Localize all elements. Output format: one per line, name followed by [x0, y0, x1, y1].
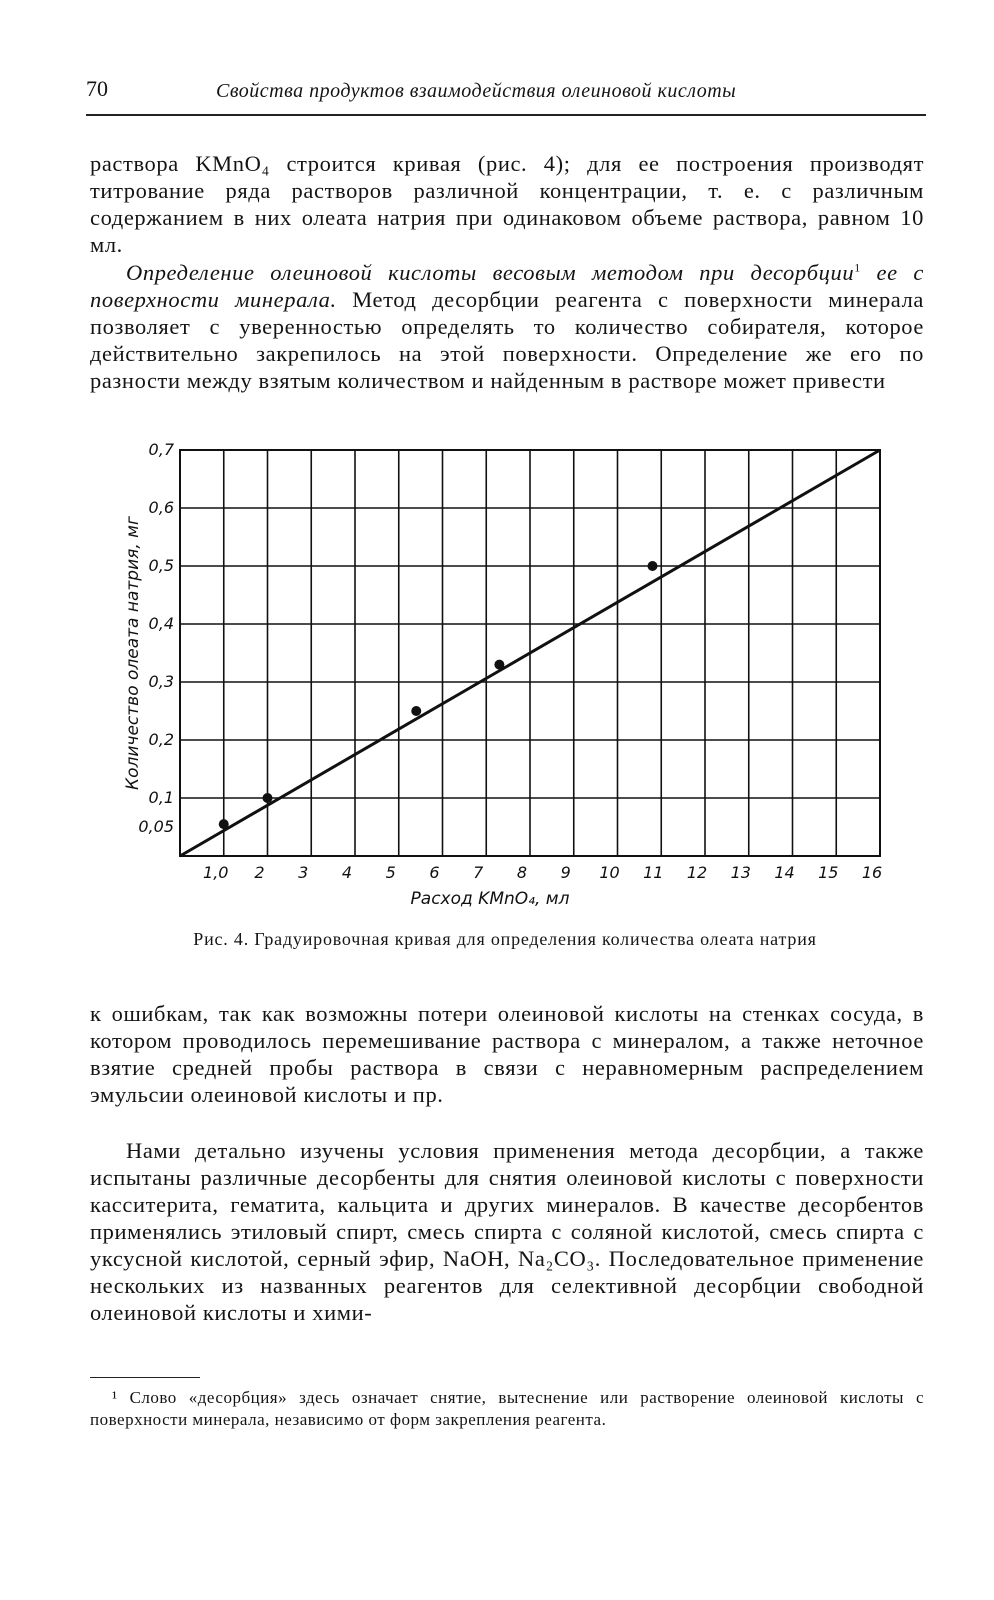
x-tick-label: 13 [730, 863, 751, 882]
y-tick-label: 0,05 [138, 817, 174, 836]
data-point [648, 561, 658, 571]
y-tick-label: 0,4 [148, 614, 174, 633]
header-rule [86, 114, 926, 116]
x-tick-label: 5 [385, 863, 396, 882]
footnote-ref: 1 [854, 260, 861, 275]
y-tick-label: 0,6 [148, 498, 174, 517]
y-tick-label: 0,7 [148, 440, 174, 459]
runin-heading-tail: ее с поверхности минерала. [90, 260, 924, 312]
figure-caption: Рис. 4. Градуировочная кривая для определения количества олеата натрия [193, 929, 817, 949]
x-tick-label: 12 [686, 863, 708, 882]
y-tick-label: 0,5 [148, 556, 174, 575]
running-title: Свойства продуктов взаимодействия олеиновой кислоты [216, 80, 737, 102]
y-axis-label: Количество олеата натрия, мг [123, 516, 143, 790]
x-tick-label: 16 [861, 863, 883, 882]
x-tick-labels [203, 863, 882, 882]
x-tick-label: 3 [298, 863, 309, 882]
x-tick-label: 2 [254, 863, 265, 882]
paragraph-2-body: Метод десорбции реагента с поверхности минерала позволяет с уверенностью определять то количество собирателя, которое действительно закрепилось на этой поверхности. Определение же его по разности между взятым количеством и найденным в растворе может привести [90, 287, 924, 393]
x-tick-label: 14 [774, 863, 795, 882]
data-points [219, 561, 658, 829]
x-tick-label: 9 [560, 863, 571, 882]
x-tick-label: 4 [341, 863, 353, 882]
data-point [263, 793, 273, 803]
paragraph-3: к ошибкам, так как возможны потери олеиновой кислоты на стенках сосуда, в котором проводилось перемешивание раствора с минералом, а также неточное взятие средней пробы раствора в связи с неравномерным распределением эмульсии олеиновой кислоты и пр. [90, 1001, 924, 1107]
footnote: ¹ Слово «десорбция» здесь означает снятие, вытеснение или растворение олеиновой кислоты с поверхности минерала, независимо от форм закрепления реагента. [90, 1388, 924, 1429]
x-tick-label: 10 [599, 863, 620, 882]
paragraph-4: Нами детально изучены условия применения метода десорбции, а также испытаны различные десорбенты для снятия олеиновой кислоты с поверхности касситерита, гематита, кальцита и других минералов. В качестве десорбентов применялись этиловый спирт, смесь спирта с соляной кислотой, смесь спирта с уксусной кислотой, серный эфир, NaOH, Na₂CO₃. Последовательное применение нескольких из названных реагентов для селективной десорбции свободной олеиновой кислоты и хими- [90, 1138, 924, 1325]
data-point [219, 819, 229, 829]
x-tick-label: 1,0 [203, 863, 229, 882]
runin-heading: Определение олеиновой кислоты весовым методом при десорбции [126, 260, 855, 285]
data-point [411, 706, 421, 716]
x-tick-label: 7 [473, 863, 484, 882]
y-tick-label: 0,1 [148, 788, 174, 807]
page-header [86, 74, 926, 116]
x-tick-label: 6 [429, 863, 440, 882]
footnote-rule [90, 1377, 200, 1378]
x-tick-label: 15 [818, 863, 839, 882]
y-tick-label: 0,2 [148, 730, 174, 749]
paragraph-1: раствора KMnO₄ строится кривая (рис. 4); для ее построения производят титрование ряда растворов различной концентрации, т. е. с различным содержанием в них олеата натрия при одинаковом объеме раствора, равном 10 мл. [90, 151, 924, 257]
page-number: 70 [86, 76, 108, 101]
x-tick-label: 11 [643, 863, 664, 882]
x-tick-label: 8 [516, 863, 528, 882]
data-point [494, 660, 504, 670]
paragraph-2 [90, 259, 924, 394]
x-axis-label: Расход KMnO₄, мл [410, 889, 570, 909]
chart-svg [110, 438, 900, 918]
y-tick-label: 0,3 [148, 672, 174, 691]
figure-calibration-chart [110, 438, 900, 918]
y-tick-labels [138, 440, 174, 836]
